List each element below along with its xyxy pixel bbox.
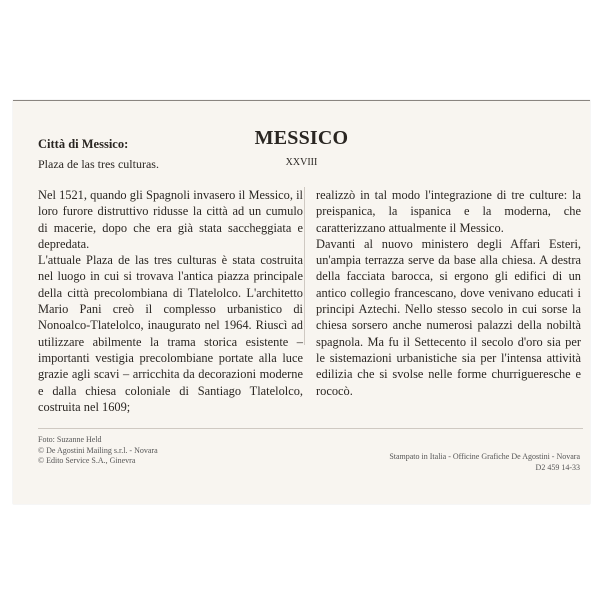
paragraph: L'attuale Plaza de las tres culturas è stata costruita nel luogo in cui si trovava l'antica piazza principale della città precolombiana di Tlatelolco. L'architetto Mario Pani creò il complesso urbanistico di Nonoalco-Tlatelolco, inaugurato nel 1964. Riuscì ad utilizzare abilmente la trama storica esistente – importanti vestigia precolombiane portate alla luce grazie agli scavi – arricchita da decorazioni moderne e dalla chiesa coloniale di Santiago Tlatelolco, costruita nel 1609;	[38, 253, 303, 414]
column-divider	[304, 187, 305, 345]
paragraph: Nel 1521, quando gli Spagnoli invasero il Messico, il loro furore distruttivo ridusse la città ad un cumulo di macerie, dopo che era già stata saccheggiata e depredata.	[38, 188, 303, 251]
credit-line: © De Agostini Mailing s.r.l. - Novara	[38, 445, 158, 455]
footer-divider	[38, 428, 583, 429]
printer-line: Stampato in Italia - Officine Grafiche De Agostini - Novara	[389, 452, 580, 461]
paragraph: Davanti al nuovo ministero degli Affari Esteri, un'ampia terrazza serve da base alla chiesa. A destra della facciata barocca, si ergono gli edifici di un antico collegio francescano, dove venivano educati i principi Aztechi. Nello stesso secolo in cui sorse la chiesa sorsero anche numerosi palazzi della nobiltà spagnola. Ma fu il Settecento il secolo d'oro sia per le sistemazioni urbanistiche sia per l'intensa attività edilizia che si svolse nelle forme churrigueresche e rococò.	[316, 236, 581, 398]
card-title: MESSICO	[254, 127, 349, 149]
text-column-right	[316, 187, 581, 399]
place-heading: Città di Messico:	[38, 137, 129, 151]
credit-line: © Edito Service S.A., Ginevra	[38, 456, 136, 465]
paragraph: realizzò in tal modo l'integrazione di tre culture: la preispanica, la ispanica e la moderna, che caratterizzano attualmente il Messico.	[316, 188, 581, 235]
card-code: D2 459 14-33	[535, 462, 580, 472]
text-column-left	[38, 187, 303, 415]
credits	[38, 435, 158, 467]
postcard-back	[13, 100, 590, 504]
credit-line: Foto: Suzanne Held	[38, 435, 102, 444]
place-subtitle: Plaza de las tres culturas.	[38, 157, 159, 171]
card-number: XXVIII	[285, 157, 318, 168]
printer-info	[389, 452, 580, 473]
